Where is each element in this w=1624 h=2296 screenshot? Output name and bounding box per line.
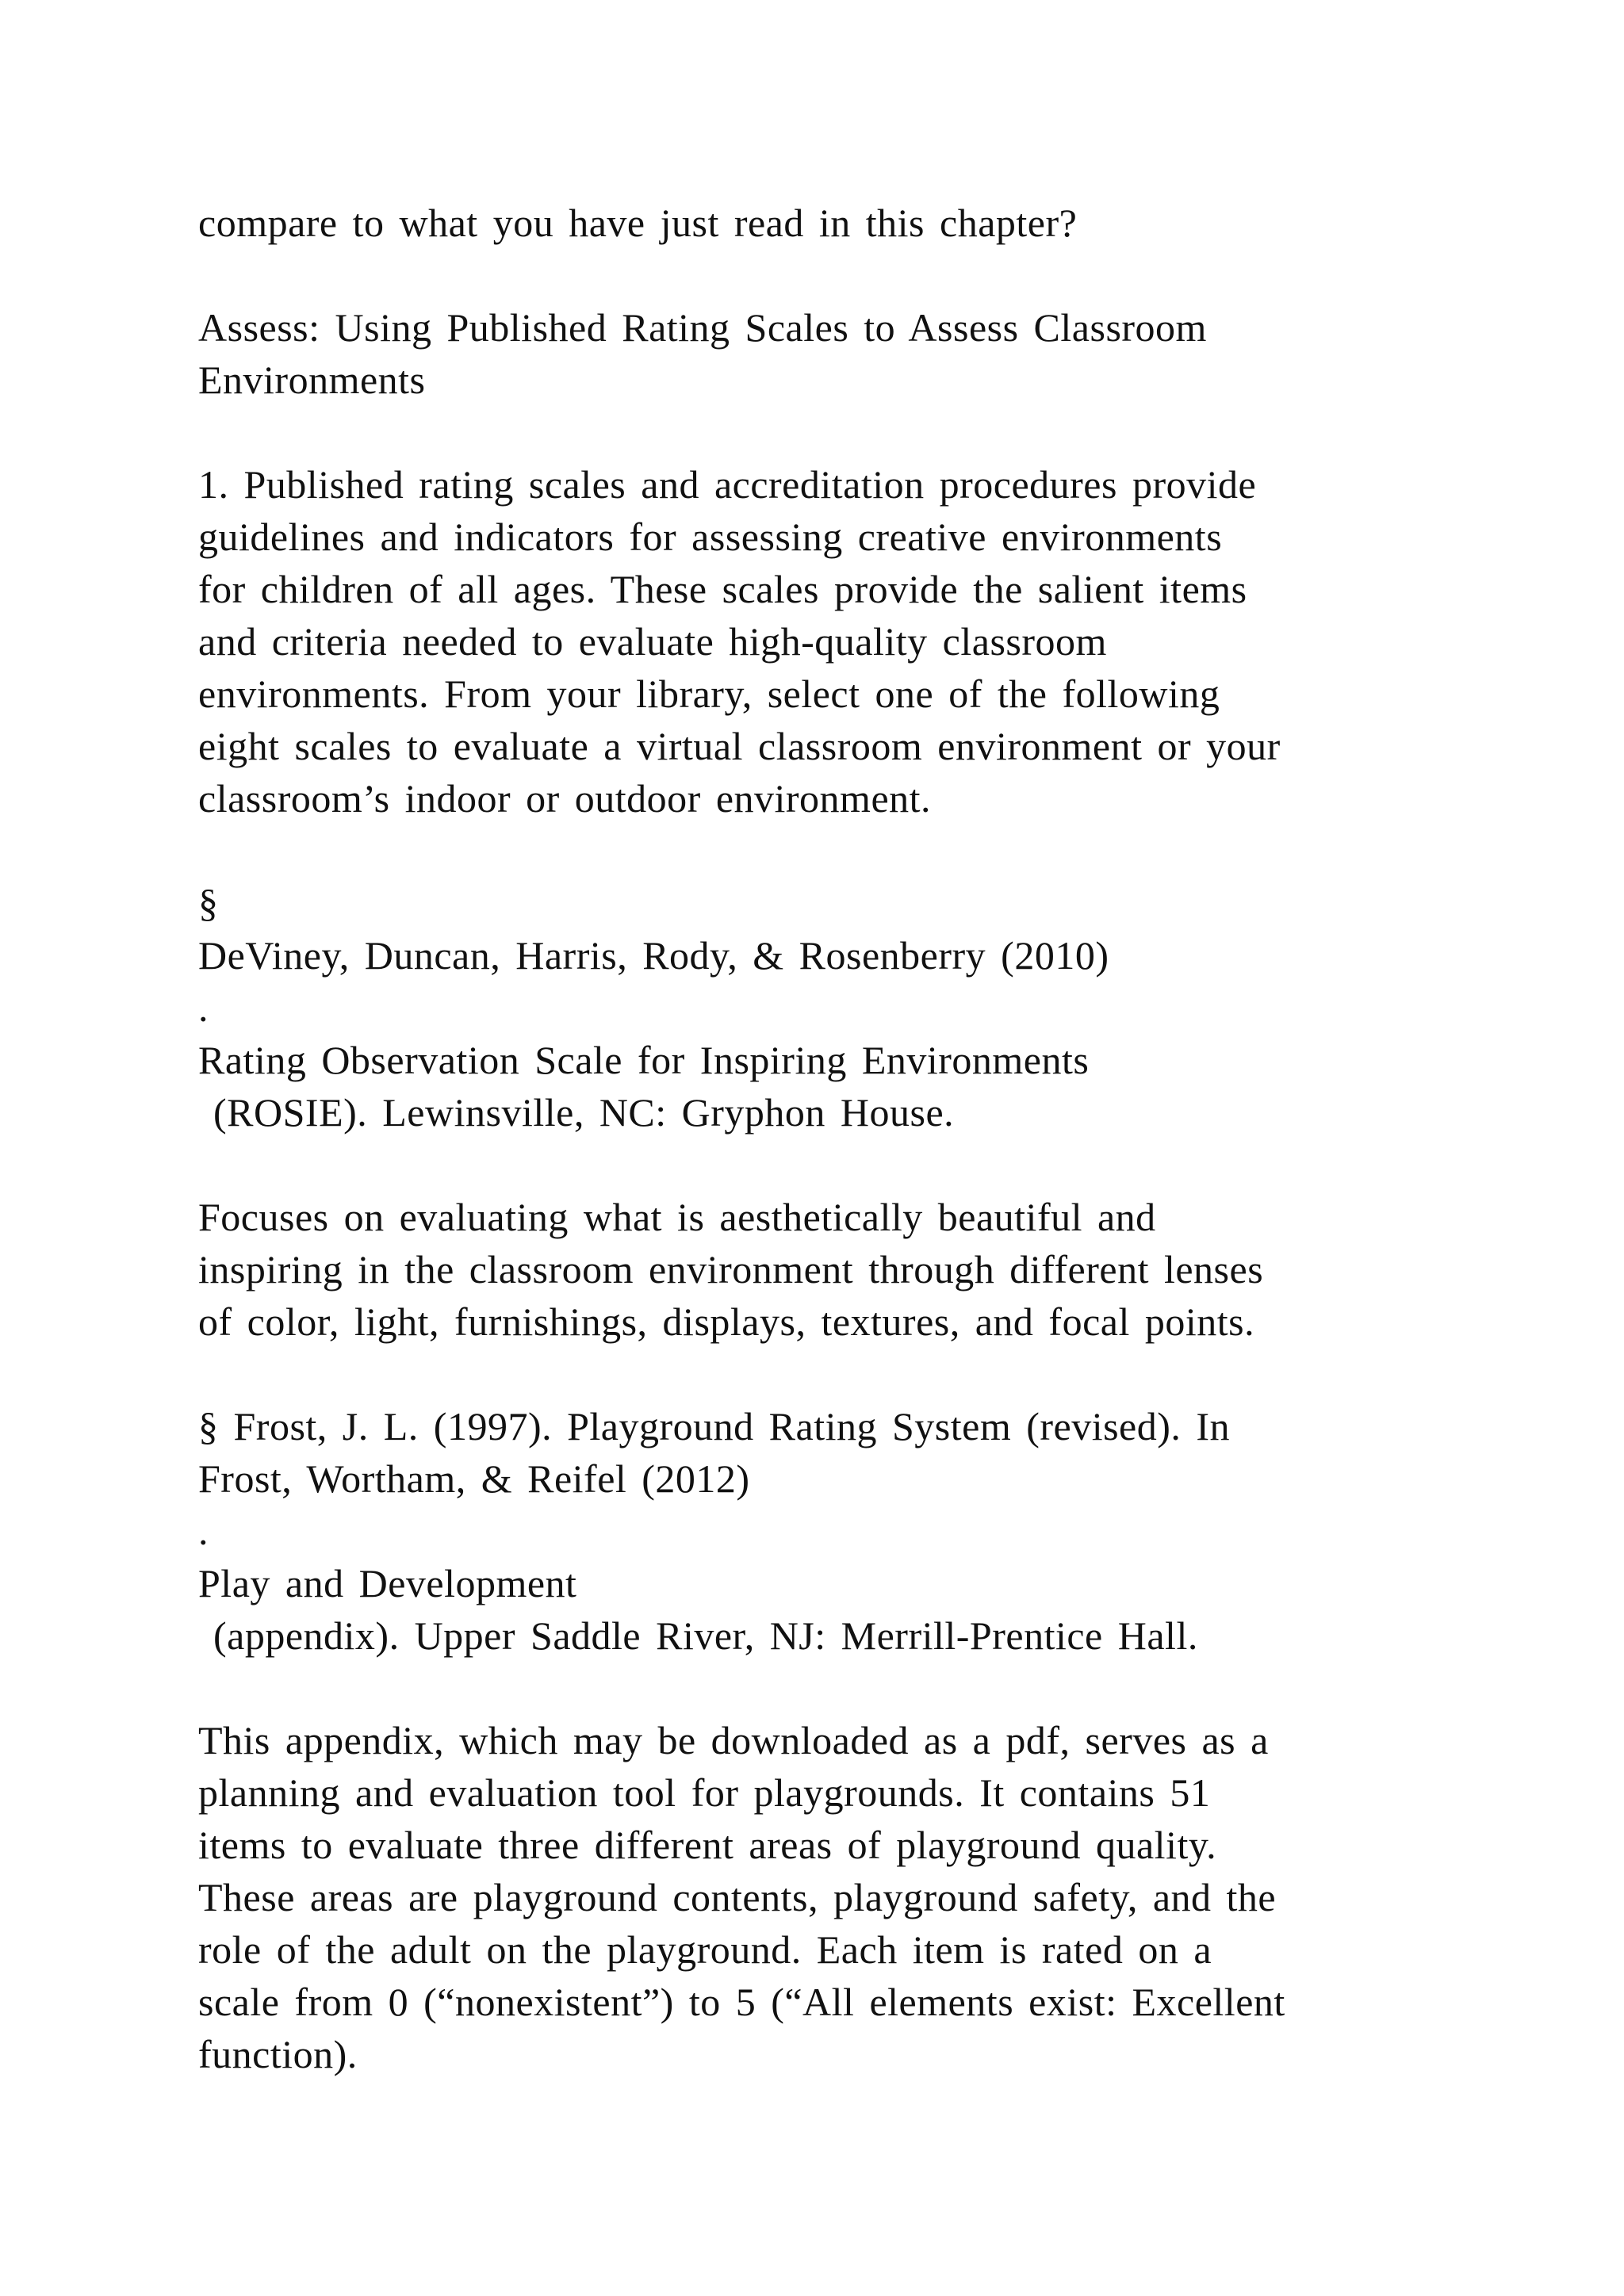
citation-line: . — [198, 985, 209, 1030]
text-line: and criteria needed to evaluate high-quality classroom — [198, 619, 1107, 664]
text-line: environments. From your library, select one of the following — [198, 672, 1220, 716]
section-heading-line: Environments — [198, 358, 426, 402]
text-line: guidelines and indicators for assessing creative environments — [198, 515, 1223, 559]
citation-line: Play and Development — [198, 1561, 577, 1605]
section-heading-line: Assess: Using Published Rating Scales to Assess Classroom — [198, 305, 1207, 350]
text-line: These areas are playground contents, playground safety, and the — [198, 1875, 1277, 1919]
text-line: This appendix, which may be downloaded as a pdf, serves as a — [198, 1718, 1269, 1762]
text-line: of color, light, furnishings, displays, textures, and focal points. — [198, 1299, 1255, 1344]
text-line: compare to what you have just read in this chapter? — [198, 201, 1078, 245]
citation-line: (appendix). Upper Saddle River, NJ: Merrill-Prentice Hall. — [198, 1613, 1198, 1658]
text-line: inspiring in the classroom environment through different lenses — [198, 1247, 1264, 1292]
section-symbol: § — [198, 881, 219, 925]
text-line: planning and evaluation tool for playgrounds. It contains 51 — [198, 1770, 1211, 1815]
citation-line: § Frost, J. L. (1997). Playground Rating System (revised). In — [198, 1404, 1231, 1448]
citation-line: DeViney, Duncan, Harris, Rody, & Rosenberry (2010) — [198, 933, 1109, 978]
text-line: role of the adult on the playground. Each item is rated on a — [198, 1927, 1212, 1972]
text-line: classroom’s indoor or outdoor environment. — [198, 776, 932, 821]
text-line: 1. Published rating scales and accreditation procedures provide — [198, 462, 1257, 507]
text-line: Focuses on evaluating what is aesthetically beautiful and — [198, 1195, 1156, 1239]
text-line: items to evaluate three different areas of playground quality. — [198, 1823, 1217, 1867]
text-line: eight scales to evaluate a virtual classroom environment or your — [198, 724, 1281, 768]
citation-line: Frost, Wortham, & Reifel (2012) — [198, 1456, 750, 1501]
text-line: function). — [198, 2032, 358, 2076]
citation-line: . — [198, 1509, 209, 1553]
citation-line: Rating Observation Scale for Inspiring Environments — [198, 1038, 1090, 1082]
citation-line: (ROSIE). Lewinsville, NC: Gryphon House. — [198, 1090, 955, 1135]
text-line: scale from 0 (“nonexistent”) to 5 (“All elements exist: Excellent — [198, 1980, 1285, 2024]
text-line: for children of all ages. These scales provide the salient items — [198, 567, 1247, 611]
